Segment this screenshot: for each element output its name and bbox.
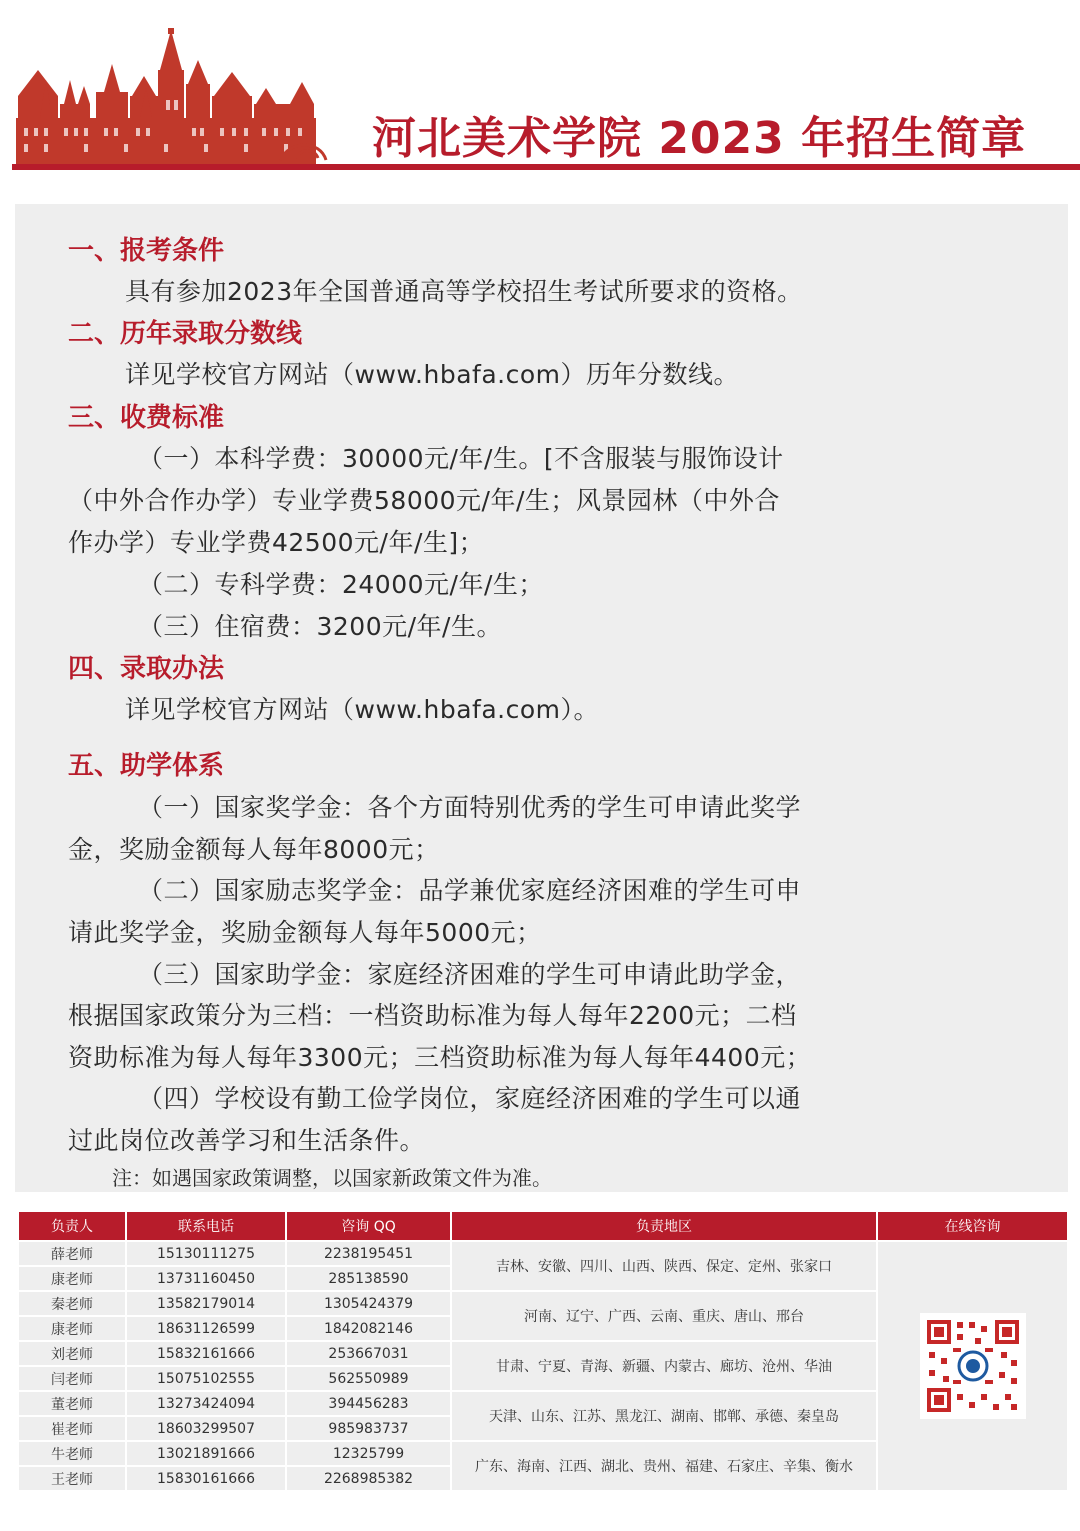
phone-number: 15830161666 xyxy=(126,1466,286,1491)
section-heading-eligibility: 一、报考条件 xyxy=(68,236,225,266)
section-text: 作办学）专业学费42500元/年/生]； xyxy=(68,528,485,557)
phone-number: 18603299507 xyxy=(126,1416,286,1441)
contact-table xyxy=(17,1210,1069,1492)
column-header-phone: 联系电话 xyxy=(126,1211,286,1241)
section-text: （四）学校设有勤工俭学岗位，家庭经济困难的学生可以通 xyxy=(138,1084,802,1113)
qq-number: 1305424379 xyxy=(286,1291,451,1316)
teacher-name: 秦老师 xyxy=(18,1291,126,1316)
phone-number: 15832161666 xyxy=(126,1341,286,1366)
phone-number: 13731160450 xyxy=(126,1266,286,1291)
section-text: 资助标准为每人每年3300元；三档资助标准为每人每年4400元； xyxy=(68,1043,812,1072)
qq-number: 394456283 xyxy=(286,1391,451,1416)
qr-code-icon[interactable] xyxy=(920,1313,1026,1419)
teacher-name: 康老师 xyxy=(18,1316,126,1341)
teacher-name: 崔老师 xyxy=(18,1416,126,1441)
qq-number: 2268985382 xyxy=(286,1466,451,1491)
qq-number: 12325799 xyxy=(286,1441,451,1466)
section-text: （一）国家奖学金：各个方面特别优秀的学生可申请此奖学 xyxy=(138,793,802,822)
online-consult-cell xyxy=(877,1241,1068,1491)
column-header-qq: 咨询 QQ xyxy=(286,1211,451,1241)
phone-number: 15130111275 xyxy=(126,1241,286,1266)
section-text: （三）住宿费：3200元/年/生。 xyxy=(138,612,502,641)
region-cell: 甘肃、宁夏、青海、新疆、内蒙古、廊坊、沧州、华油 xyxy=(451,1341,877,1391)
header xyxy=(0,0,1080,180)
teacher-name: 王老师 xyxy=(18,1466,126,1491)
region-cell: 河南、辽宁、广西、云南、重庆、唐山、邢台 xyxy=(451,1291,877,1341)
section-heading-fees: 三、收费标准 xyxy=(68,403,225,433)
teacher-name: 刘老师 xyxy=(18,1341,126,1366)
region-cell: 天津、山东、江苏、黑龙江、湖南、邯郸、承德、秦皇岛 xyxy=(451,1391,877,1441)
section-text: 请此奖学金，奖励金额每人每年5000元； xyxy=(68,918,542,947)
qq-number: 253667031 xyxy=(286,1341,451,1366)
qq-number: 2238195451 xyxy=(286,1241,451,1266)
section-text: 具有参加2023年全国普通高等学校招生考试所要求的资格。 xyxy=(125,277,803,306)
phone-number: 18631126599 xyxy=(126,1316,286,1341)
phone-number: 15075102555 xyxy=(126,1366,286,1391)
qq-number: 562550989 xyxy=(286,1366,451,1391)
header-divider xyxy=(12,164,1080,170)
teacher-name: 牛老师 xyxy=(18,1441,126,1466)
table-header-row xyxy=(18,1211,1068,1241)
column-header-region: 负责地区 xyxy=(451,1211,877,1241)
castle-skyline-illustration xyxy=(0,0,340,172)
teacher-name: 闫老师 xyxy=(18,1366,126,1391)
teacher-name: 康老师 xyxy=(18,1266,126,1291)
column-header-contact: 负责人 xyxy=(18,1211,126,1241)
section-text: （三）国家助学金：家庭经济困难的学生可申请此助学金， xyxy=(138,960,802,989)
section-text: 详见学校官方网站（www.hbafa.com）。 xyxy=(125,695,599,724)
section-text: （二）专科学费：24000元/年/生； xyxy=(138,570,544,599)
section-heading-admission: 四、录取办法 xyxy=(68,654,225,684)
section-text: （一）本科学费：30000元/年/生。[不含服装与服饰设计 xyxy=(138,444,784,473)
section-heading-financial-aid: 五、助学体系 xyxy=(68,751,225,781)
section-heading-scores: 二、历年录取分数线 xyxy=(68,319,303,349)
phone-number: 13021891666 xyxy=(126,1441,286,1466)
section-text: 根据国家政策分为三档：一档资助标准为每人每年2200元；二档 xyxy=(68,1001,797,1030)
section-text: （二）国家励志奖学金：品学兼优家庭经济困难的学生可申 xyxy=(138,876,802,905)
table-row xyxy=(18,1241,1068,1266)
column-header-online: 在线咨询 xyxy=(877,1211,1068,1241)
region-cell: 吉林、安徽、四川、山西、陕西、保定、定州、张家口 xyxy=(451,1241,877,1291)
section-text: 过此岗位改善学习和生活条件。 xyxy=(68,1126,426,1155)
phone-number: 13582179014 xyxy=(126,1291,286,1316)
phone-number: 13273424094 xyxy=(126,1391,286,1416)
section-text: 详见学校官方网站（www.hbafa.com）历年分数线。 xyxy=(125,360,739,389)
section-text: （中外合作办学）专业学费58000元/年/生；风景园林（中外合 xyxy=(68,486,780,515)
qq-number: 285138590 xyxy=(286,1266,451,1291)
qq-number: 985983737 xyxy=(286,1416,451,1441)
teacher-name: 董老师 xyxy=(18,1391,126,1416)
teacher-name: 薛老师 xyxy=(18,1241,126,1266)
region-cell: 广东、海南、江西、湖北、贵州、福建、石家庄、辛集、衡水 xyxy=(451,1441,877,1491)
section-text: 金，奖励金额每人每年8000元； xyxy=(68,835,440,864)
qq-number: 1842082146 xyxy=(286,1316,451,1341)
policy-note: 注：如遇国家政策调整，以国家新政策文件为准。 xyxy=(112,1166,552,1190)
page-title: 河北美术学院 2023 年招生简章 xyxy=(372,113,1027,164)
